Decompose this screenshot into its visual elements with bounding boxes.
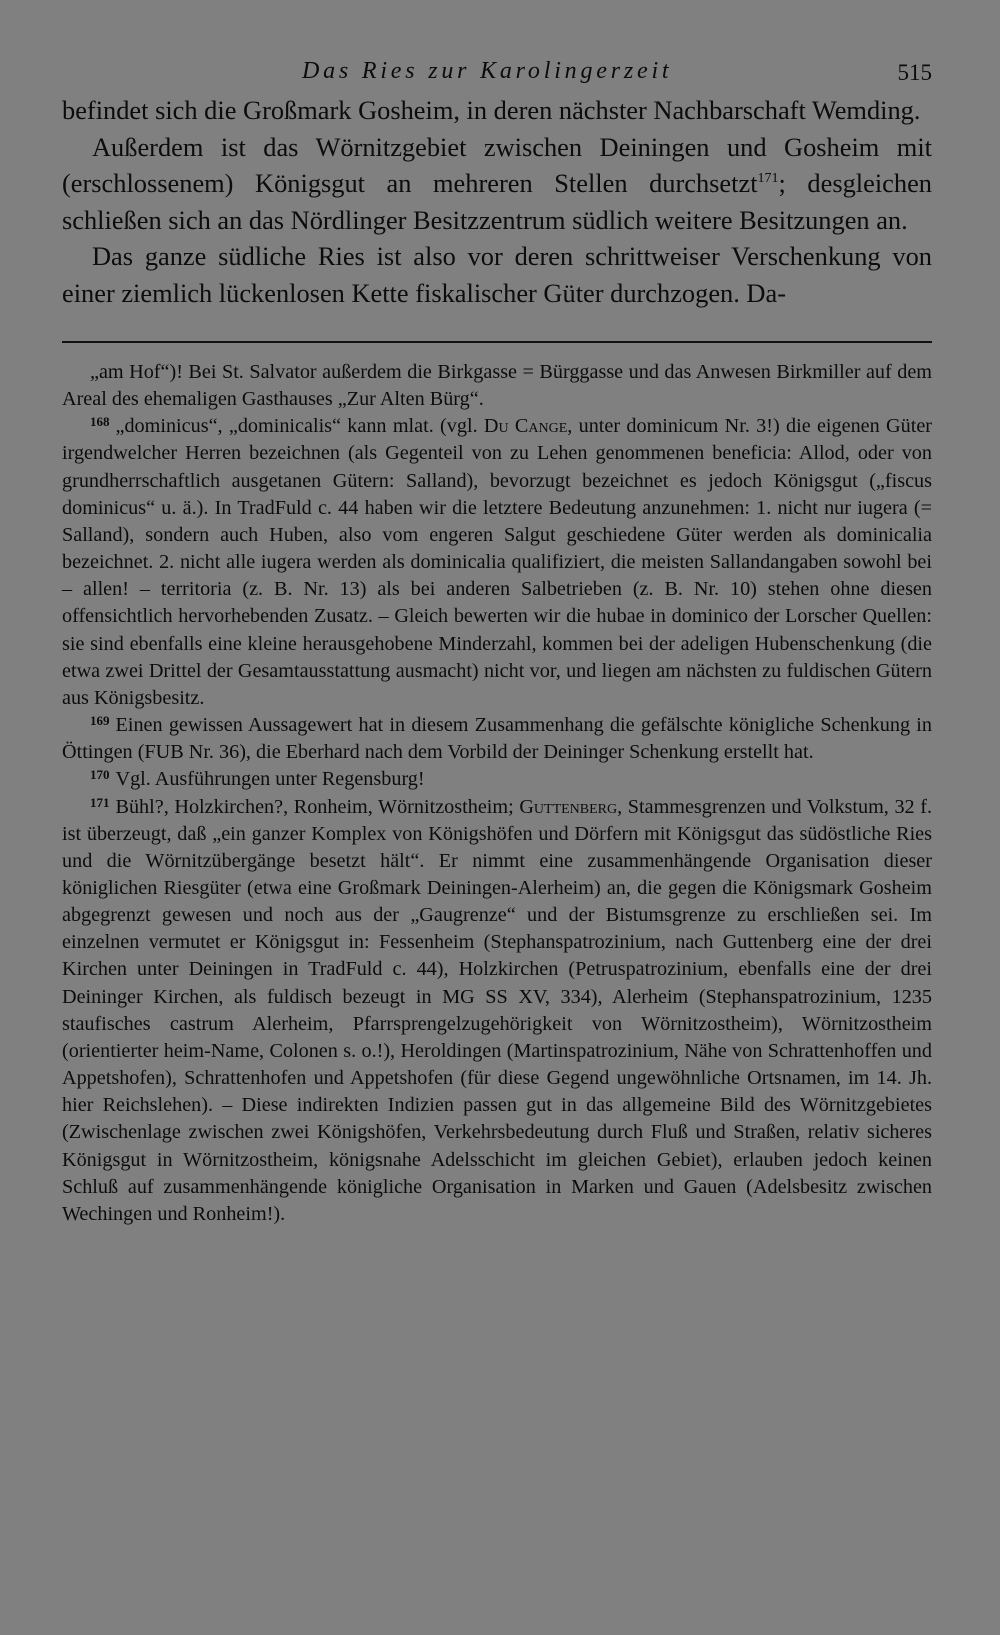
footnote-continuation: „am Hof“)! Bei St. Salvator außerdem die Birkgasse = Bürggasse und das Anwesen Birkmiller auf dem Areal des ehemaligen Gasthauses „Zur Alten Bürg“. (62, 361, 932, 411)
running-title: Das Ries zur Karolingerzeit (302, 58, 673, 84)
book-page (62, 52, 932, 1228)
footnote-171-text-a: Bühl?, Holzkirchen?, Ronheim, Wörnitzostheim; (115, 795, 514, 818)
author-name: Guttenberg (519, 795, 618, 818)
footnote-number: 168 (90, 414, 110, 430)
footnote-171-text-b: , Stammesgrenzen und Volkstum, 32 f. ist überzeugt, daß „ein ganzer Komplex von Königshöfen und Dörfern mit Königsgut das südöstliche Ries und die Wörnitzübergänge besetzt hält“. Er nimmt eine zusammenhängende Organisation dieser königlichen Riesgüter (etwa eine Großmark Deiningen-Alerheim) an, die gegen die Königsmark Gosheim abgegrenzt gewesen und noch aus der „Gaugrenze“ und der Bistumsgrenze zu erschließen sei. Im einzelnen vermutet er Königsgut in: Fessenheim (Stephanspatrozinium, nach Guttenberg eine der drei Kirchen unter Deiningen in TradFuld c. 44), Holzkirchen (Petruspatrozinium, ebenfalls eine der drei Deininger Kirchen, als fuldisch bezeugt in MG SS XV, 334), Alerheim (Stephanspatrozinium, 1235 staufisches castrum Alerheim, Pfarrsprengelzugehörigkeit von Wörnitzostheim), Wörnitzostheim (orientierter heim-Name, Colonen s. o.!), Heroldingen (Martinspatrozinium, Nähe von Schrattenhoffen und Appetshofen), Schrattenhofen und Appetshofen (für diese Gegend ungewöhnliche Ortsnamen, im 14. Jh. hier Reichslehen). – Diese indirekten Indizien passen gut in das allgemeine Bild des Wörnitzgebietes (Zwischenlage zwischen zwei Königshöfen, Verkehrsbedeutung durch Fluß und Straßen, relativ sicheres Königsgut in Wörnitzostheim, königsnahe Adelsschicht im gleichen Gebiet), erlauben jedoch keinen Schluß auf zusammenhängende königliche Organisation in Marken und Gauen (Adelsbesitz zwischen Wechingen und Ronheim!). (62, 795, 933, 1225)
author-name: Du Cange (483, 415, 568, 438)
footnote-168 (62, 413, 932, 712)
running-head (62, 52, 932, 92)
main-text (62, 92, 932, 311)
footnote-number: 169 (90, 713, 110, 729)
footnote-169-text: Einen gewissen Aussagewert hat in diesem Zusammenhang die gefälschte königliche Schenkung in Öttingen (FUB Nr. 36), die Eberhard nach dem Vorbild der Deininger Schenkung erstellt hat. (62, 714, 932, 764)
paragraph-3: Das ganze südliche Ries ist also vor deren schrittweiser Verschenkung von einer ziemlich lückenlosen Kette fiskalischer Güter durchzogen. Da- (62, 241, 932, 308)
footnotes (62, 359, 932, 1228)
footnote-168-text-b: , unter dominicum Nr. 3!) die eigenen Güter irgendwelcher Herren bezeichnen (als Gegenteil von zu Lehen genommenen beneficia: Allod, oder von grundherrschaftlich ausgetanen Gütern: Salland), bevorzugt bezeichnet es jedoch Königsgut („fiscus dominicus“ u. ä.). In TradFuld c. 44 haben wir die letztere Bedeutung anzunehmen: 1. nicht nur iugera (= Salland), sondern auch Huben, also vom engeren Salgut geschiedene Güter werden als dominicalia bezeichnet. 2. nicht alle iugera werden als dominicalia qualifiziert, die meisten Sallandangaben sowohl bei – allen! – territoria (z. B. Nr. 13) als bei anderen Salbetrieben (z. B. Nr. 10) stehen ohne diesen offensichtlich hervorhebenden Zusatz. – Gleich bewerten wir die hubae in dominico der Lorscher Quellen: sie sind ebenfalls eine kleine herausgehobene Minderzahl, kommen bei der adeligen Hubenschenkung (die etwa zwei Drittel der Gesamtausstattung ausmacht) nicht vor, und liegen am nächsten zu fuldischen Gütern aus Königsbesitz. (62, 415, 932, 709)
footnote-ref-171: 171 (757, 171, 779, 186)
paragraph-2-text-a: Außerdem ist das Wörnitzgebiet zwischen Deiningen und Gosheim mit (erschlossenem) Königsgut an mehreren Stellen durchsetzt (62, 131, 932, 198)
footnote-168-text-a: „dominicus“, „dominicalis“ kann mlat. (vgl. (115, 415, 478, 438)
footnote-170 (62, 766, 932, 793)
paragraph-2 (62, 129, 932, 239)
footnote-rule (62, 341, 932, 343)
footnote-169 (62, 712, 932, 766)
footnote-171 (62, 794, 932, 1229)
footnote-170-text: Vgl. Ausführungen unter Regensburg! (115, 768, 425, 791)
paragraph-1: befindet sich die Großmark Gosheim, in deren nächster Nachbarschaft Wemding. (62, 95, 921, 125)
footnote-number: 171 (90, 794, 110, 810)
paragraph-2-text-b: ; desgleichen schließen sich an das Nördlinger Besitzzentrum südlich weitere Besitzungen an. (62, 168, 932, 235)
footnote-number: 170 (90, 767, 110, 783)
page-number: 515 (897, 60, 932, 85)
